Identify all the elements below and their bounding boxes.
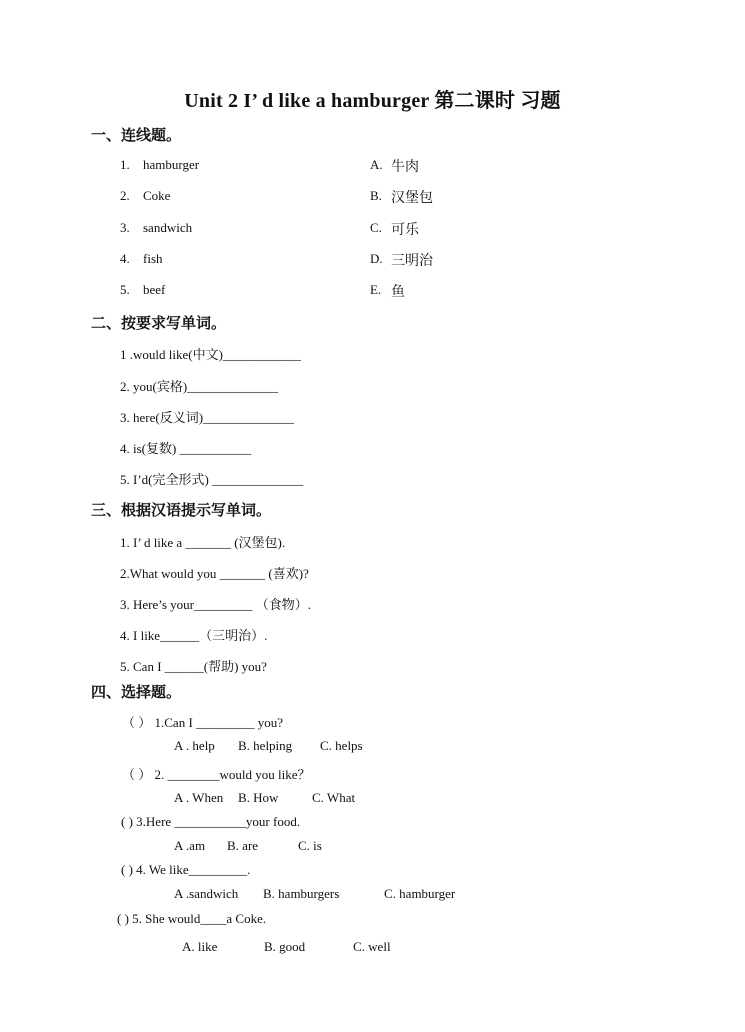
left-item-word: fish <box>143 251 163 266</box>
option: C. hamburger <box>384 886 456 901</box>
left-item-word: sandwich <box>143 220 193 235</box>
fill-item: 1. I’ d like a _______ (汉堡包). <box>120 535 286 550</box>
fill-item: 5. I’d(完全形式) ______________ <box>120 472 304 487</box>
page-title: Unit 2 I’ d like a hamburger 第二课时 习题 <box>184 90 561 112</box>
option: B. good <box>264 939 306 954</box>
option: C. is <box>298 838 322 853</box>
option: A. like <box>182 939 218 954</box>
question: ( ) 5. She would____a Coke. <box>117 911 267 926</box>
right-item-word: 汉堡包 <box>391 191 433 206</box>
left-item-word: beef <box>143 282 166 297</box>
option: A . help <box>174 738 215 753</box>
question: （ ） 1.Can I _________ you? <box>122 715 284 730</box>
section-2-heading: 二、按要求写单词。 <box>91 316 227 332</box>
right-item-letter: E. <box>370 282 382 297</box>
option: B. How <box>238 790 279 805</box>
left-item-num: 3. <box>120 220 130 235</box>
right-item-word: 三明治 <box>391 254 433 269</box>
right-item-word: 鱼 <box>391 285 405 300</box>
left-item-num: 4. <box>120 251 130 266</box>
left-item-num: 5. <box>120 282 130 297</box>
option: A .am <box>174 838 206 853</box>
fill-item: 4. is(复数) ___________ <box>120 441 252 456</box>
fill-item: 5. Can I ______(帮助) you? <box>120 659 267 674</box>
question: （ ） 2. ________would you like？ <box>122 767 311 782</box>
fill-item: 3. Here’s your_________ （食物）. <box>120 597 312 612</box>
right-item-word: 牛肉 <box>391 160 419 175</box>
option: A .sandwich <box>174 886 239 901</box>
right-item-letter: A. <box>370 157 383 172</box>
option: A . When <box>174 790 224 805</box>
option: C. What <box>312 790 356 805</box>
section-3-heading: 三、根据汉语提示写单词。 <box>91 503 272 519</box>
option: B. helping <box>238 738 293 753</box>
fill-item: 4. I like______（三明治）. <box>120 628 268 643</box>
fill-item: 1 .would like(中文)____________ <box>120 347 301 362</box>
right-item-word: 可乐 <box>391 223 419 238</box>
fill-item: 2.What would you _______ (喜欢)? <box>120 566 309 581</box>
section-4-heading: 四、选择题。 <box>91 685 182 701</box>
right-item-letter: B. <box>370 188 382 203</box>
section-1-heading: 一、连线题。 <box>91 128 182 144</box>
fill-item: 2. you(宾格)______________ <box>120 379 279 394</box>
question: ( ) 3.Here ___________your food. <box>121 814 301 829</box>
fill-item: 3. here(反义词)______________ <box>120 410 295 425</box>
left-item-num: 1. <box>120 157 130 172</box>
option: B. hamburgers <box>263 886 340 901</box>
option: C. well <box>353 939 391 954</box>
left-item-num: 2. <box>120 188 130 203</box>
left-item-word: Coke <box>143 188 171 203</box>
question: ( ) 4. We like_________. <box>121 862 251 877</box>
right-item-letter: C. <box>370 220 382 235</box>
left-item-word: hamburger <box>143 157 200 172</box>
right-item-letter: D. <box>370 251 383 266</box>
option: B. are <box>227 838 259 853</box>
option: C. helps <box>320 738 363 753</box>
